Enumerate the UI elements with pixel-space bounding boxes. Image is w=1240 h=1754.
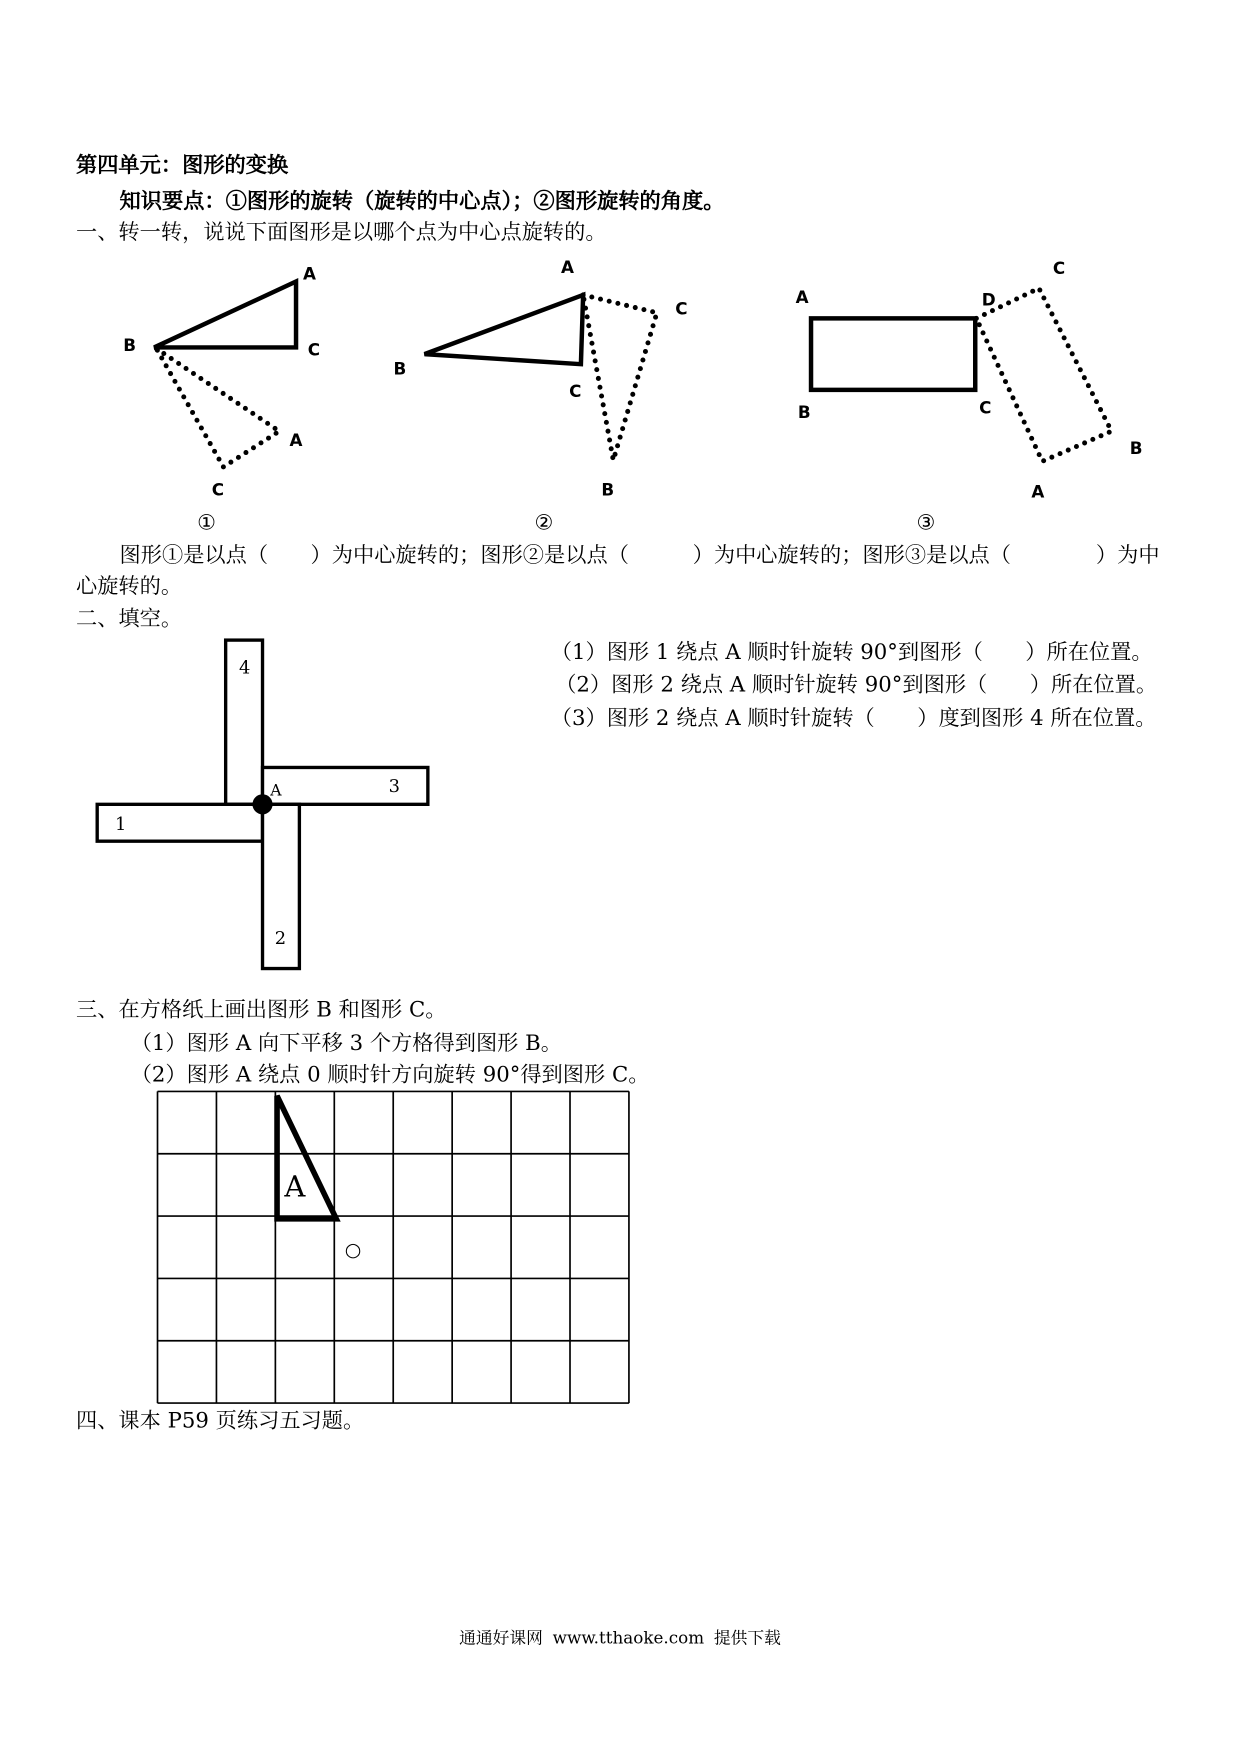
section3-item-1: （1）图形 A 向下平移 3 个方格得到图形 B。 bbox=[130, 1031, 562, 1056]
shape-3 bbox=[263, 767, 428, 804]
point-label: A bbox=[561, 256, 574, 277]
original-triangle bbox=[425, 295, 584, 364]
point-label: B bbox=[797, 402, 811, 423]
section2-question-2: （2）图形 2 绕点 A 顺时针旋转 90°到图形（ ）所在位置。 bbox=[555, 672, 1158, 698]
figure1-number: ① bbox=[197, 510, 217, 536]
section2-question-3: （3）图形 2 绕点 A 顺时针旋转（ ）度到图形 4 所在位置。 bbox=[550, 706, 1157, 731]
point-label: C bbox=[1052, 258, 1066, 279]
section2-heading: 二、填空。 bbox=[75, 606, 183, 632]
point-label: B bbox=[123, 335, 136, 356]
section1-question-line1: 图形①是以点（ ）为中心旋转的；图形②是以点（ ）为中心旋转的；图形③是以点（ ）为中 bbox=[119, 542, 1160, 568]
rotated-triangle bbox=[156, 349, 279, 467]
pinwheel-figure bbox=[89, 631, 435, 977]
point-label: C bbox=[307, 339, 321, 360]
shape-2-label: 2 bbox=[274, 927, 287, 949]
figure2-rotation-triangle bbox=[380, 251, 704, 508]
point-label: A bbox=[289, 430, 303, 451]
rotated-triangle bbox=[583, 295, 657, 460]
unit-title: 第四单元：图形的变换 bbox=[75, 153, 289, 178]
figure2-number: ② bbox=[534, 510, 554, 536]
point-label: B bbox=[393, 358, 407, 379]
section4-heading: 四、课本 P59 页练习五习题。 bbox=[75, 1408, 365, 1434]
page-footer: 通通好课网 www.tthaoke.com 提供下载 bbox=[459, 1627, 781, 1648]
shape-4-label: 4 bbox=[238, 657, 251, 679]
point-label: A bbox=[302, 263, 316, 284]
original-rectangle bbox=[811, 318, 975, 389]
section1-heading: 一、转一转，说说下面图形是以哪个点为中心点旋转的。 bbox=[75, 220, 607, 245]
point-a-label: A bbox=[270, 780, 282, 800]
original-triangle bbox=[154, 282, 296, 348]
section3-heading: 三、在方格纸上画出图形 B 和图形 C。 bbox=[75, 997, 447, 1023]
point-label: B bbox=[1129, 437, 1143, 458]
figure1-rotation-triangle bbox=[112, 251, 347, 508]
figure3-rotation-rectangle bbox=[782, 251, 1156, 508]
shape-1-label: 1 bbox=[114, 813, 127, 835]
shape-3-label: 3 bbox=[388, 775, 401, 797]
point-label: A bbox=[1031, 481, 1045, 502]
square-grid-paper bbox=[151, 1084, 637, 1410]
point-label: C bbox=[569, 380, 582, 401]
point-label: A bbox=[795, 287, 809, 308]
point-label: D bbox=[981, 289, 996, 310]
figure3-number: ③ bbox=[916, 510, 936, 536]
section1-question-line2: 心旋转的。 bbox=[75, 574, 183, 599]
point-o-label: ○ bbox=[344, 1239, 362, 1262]
rotated-rectangle bbox=[976, 288, 1111, 461]
section2-question-1: （1）图形 1 绕点 A 顺时针旋转 90°到图形（ ）所在位置。 bbox=[550, 640, 1153, 665]
point-label: B bbox=[601, 479, 615, 500]
section3-item-2: （2）图形 A 绕点 0 顺时针方向旋转 90°得到图形 C。 bbox=[130, 1062, 650, 1087]
point-label: C bbox=[675, 298, 688, 319]
point-label: C bbox=[979, 397, 992, 418]
shape-a-label: A bbox=[284, 1169, 306, 1204]
key-points: 知识要点：①图形的旋转（旋转的中心点）；②图形旋转的角度。 bbox=[119, 188, 725, 214]
point-label: C bbox=[211, 479, 224, 500]
